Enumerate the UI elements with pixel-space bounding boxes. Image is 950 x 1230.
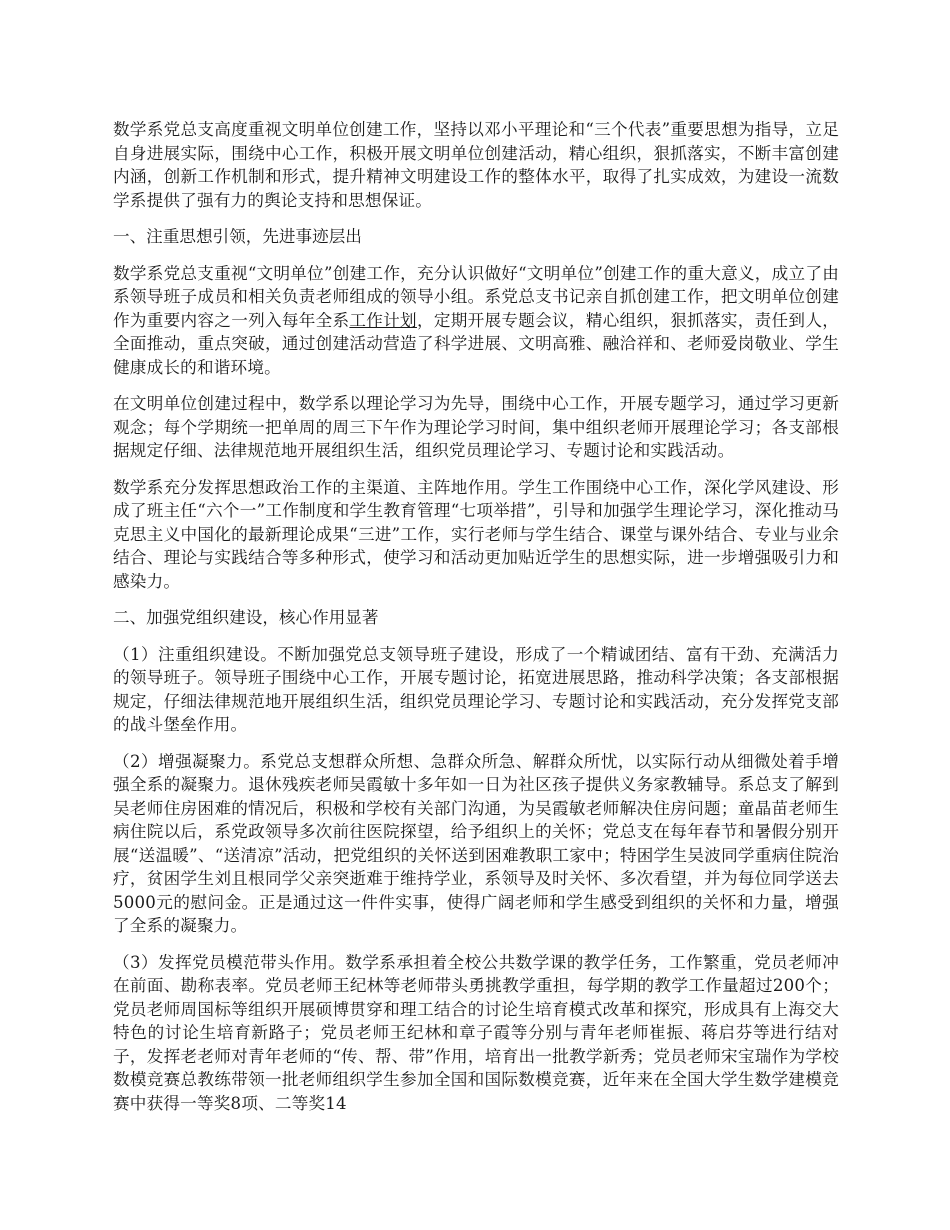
document-body: [113, 118, 839, 1128]
section-1-paragraph-1: [113, 262, 839, 380]
section-1-paragraph-3: 数学系充分发挥思想政治工作的主渠道、主阵地作用。学生工作围绕中心工作，深化学风建设、形成了班主任“六个一”工作制度和学生教育管理“七项举措”，引导和加强学生理论学习，深化推动马克思主义中国化的最新理论成果“三进”工作，实行老师与学生结合、课堂与课外结合、专业与业余结合、理论与实践结合等多种形式，使学习和活动更加贴近学生的思想实际，进一步增强吸引力和感染力。: [113, 477, 839, 591]
section-1-heading: 一、注重思想引领，先进事迹层出: [113, 227, 362, 246]
section-2-paragraph-2: （2）增强凝聚力。系党总支想群众所想、急群众所急、解群众所忧，以实际行动从细微处着手增强全系的凝聚力。退休残疾老师吴霞敏十多年如一日为社区孩子提供义务家教辅导。系总支了解到吴老师住房困难的情况后，积极和学校有关部门沟通，为吴霞敏老师解决住房问题；童晶苗老师生病住院以后，系党政领导多次前往医院探望，给予组织上的关怀；党总支在每年春节和暑假分别开展“送温暖”、“送清凉”活动，把党组织的关怀送到困难教职工家中；特困学生吴波同学重病住院治疗，贫困学生刘且根同学父亲突逝难于维持学业，系领导及时关怀、多次看望，并为每位同学送去5000元的慰问金。正是通过这一件件实事，使得广阔老师和学生感受到组织的关怀和力量，增强了全系的凝聚力。: [113, 751, 839, 935]
section-1-paragraph-2: 在文明单位创建过程中，数学系以理论学习为先导，围绕中心工作，开展专题学习，通过学习更新观念；每个学期统一把单周的周三下午作为理论学习时间，集中组织老师开展理论学习；各支部根据规定仔细、法律规范地开展组织生活，组织党员理论学习、专题讨论和实践活动。: [113, 394, 839, 460]
section-1-paragraph-1-text-a: 数学系党总支重视“文明单位”创建工作，充分认识做好“文明单位”创建工作的重大意义，成立了由系领导班子成员和相关负责老师组成的领导小组。系党总支书记亲自抓创建工作，把文明单位创建作为重要内容之一列入每年全系: [113, 263, 839, 330]
work-plan-link[interactable]: 工作计划: [349, 310, 417, 330]
section-2-heading: 二、加强党组织建设，核心作用显著: [113, 608, 379, 627]
intro-paragraph: 数学系党总支高度重视文明单位创建工作，坚持以邓小平理论和“三个代表”重要思想为指导，立足自身进展实际，围绕中心工作，积极开展文明单位创建活动，精心组织，狠抓落实，不断丰富创建内涵，创新工作机制和形式，提升精神文明建设工作的整体水平，取得了扎实成效，为建设一流数学系提供了强有力的舆论支持和思想保证。: [113, 120, 839, 210]
section-1-paragraph-1-text-b: ，定期开展专题会议，精心组织，狠抓落实，责任到人，全面推动，重点突破，通过创建活动营造了科学进展、文明高雅、融洽祥和、老师爱岗敬业、学生健康成长的和谐环境。: [113, 310, 839, 377]
section-2-paragraph-3: （3）发挥党员模范带头作用。数学系承担着全校公共数学课的教学任务，工作繁重，党员老师冲在前面、勘称表率。党员老师王纪林等老师带头勇挑教学重担，每学期的教学工作量超过200个；党员老师周国标等组织开展硕博贯穿和理工结合的讨论生培育模式改革和探究，形成具有上海交大特色的讨论生培育新路子；党员老师王纪林和章子霞等分别与青年老师崔振、蒋启芬等进行结对子，发挥老老师对青年老师的“传、帮、带”作用，培育出一批教学新秀；党员老师宋宝瑞作为学校数模竞赛总教练带领一批老师组织学生参加全国和国际数模竞赛，近年来在全国大学生数学建模竞赛中获得一等奖8项、二等奖14: [113, 952, 839, 1113]
section-2-paragraph-1: （1）注重组织建设。不断加强党总支领导班子建设，形成了一个精诚团结、富有干劲、充满活力的领导班子。领导班子围绕中心工作，开展专题讨论，拓宽进展思路，推动科学决策；各支部根据规定，仔细法律规范地开展组织生活，组织党员理论学习、专题讨论和实践活动，充分发挥党支部的战斗堡垒作用。: [113, 644, 839, 734]
